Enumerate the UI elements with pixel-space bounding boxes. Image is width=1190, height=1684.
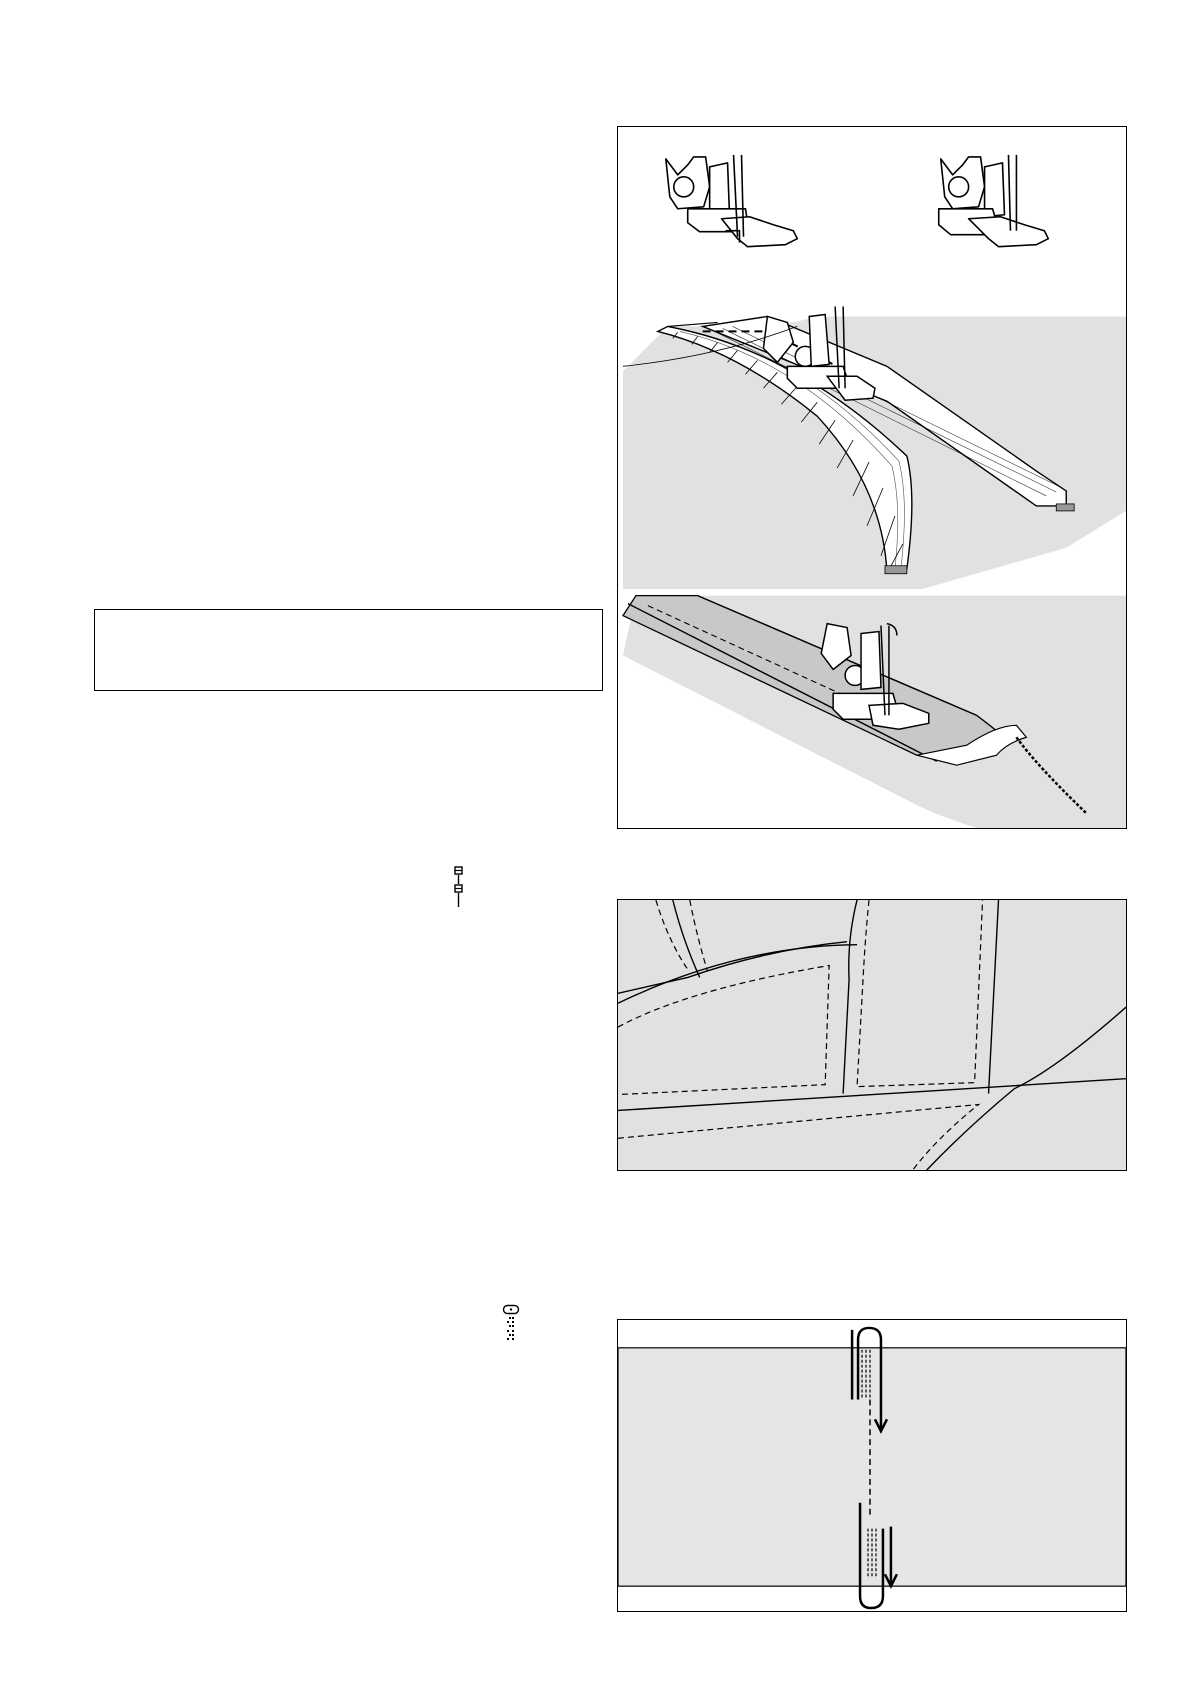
bartack-icon	[502, 1304, 520, 1344]
straight-stitch-icon	[453, 866, 465, 908]
figure-bartack	[617, 1319, 1127, 1612]
presser-foot-left	[666, 155, 797, 247]
topstitch-fabric	[618, 306, 1126, 590]
note-box	[94, 609, 603, 691]
presser-foot-right	[939, 155, 1049, 247]
hem-fabric	[623, 596, 1126, 828]
figure-sewing-illustrations	[617, 126, 1127, 829]
figure-seam-panels	[617, 899, 1127, 1171]
